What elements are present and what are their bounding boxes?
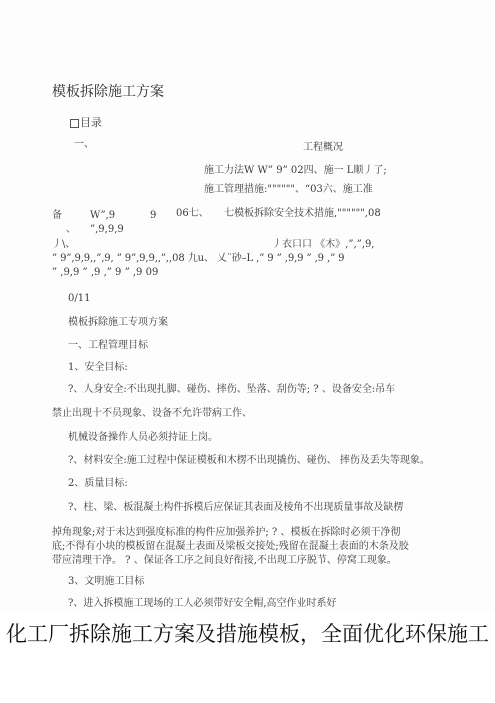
toc-line: 丿衣口口 《木》,”,”,9, [272,239,375,250]
toc-line: 06七、 [176,208,209,219]
toc-line: 施工管理措施:""""""、“03六、施工准 [204,184,373,195]
body-line: 掉角现象;对于未达到强度标准的构件应加强养护; ? 、模板在拆除时必须干净彻 [52,527,401,538]
body-line: 带应清理干净。 ? 、保证各工序之间良好衔接,不出现工序脱节、停窝工现象。 [52,555,397,566]
toc-line: 施工力法W W” 9” 02四、施一 L顺丿了; [204,165,387,176]
page-number: 0/11 [68,293,91,304]
subsection-heading: 3、文明施工目标 [68,576,145,587]
body-line: ?、进入拆模施工现场的工人必须带好安全帽,高空作业时系好 [68,598,337,609]
body-line: 禁止出现十不员现象、设备不允许带病工作、 [52,408,252,419]
toc-line: W”,9 [90,210,116,221]
toc-line: ” 9”,9,9,,”,9, ” 9”,9,9,,”,,08 九u、 乂¨砂–L ,” 9 ” ,9,9 ” ,9 ,” 9 [52,253,345,264]
body-line: ?、柱、梁、板混凝土构件拆模后应保证其表面及棱角不出现质量事故及缺楞 [68,502,404,513]
checkbox-icon [70,119,79,128]
toc-line: 一、 [74,139,94,150]
toc-line: ”,9,9,9 [90,224,124,235]
document-title: 模板拆除施工方案 [52,84,164,100]
image-caption: 化工厂拆除施工方案及措施模板，全面优化环保施工 [6,622,489,646]
toc-line: 七模板拆除安全技术措施,"""""",08 [224,208,381,219]
toc-line: 9 [150,210,157,221]
section-title: 模板拆除施工专项方案 [68,317,168,328]
toc-line: 备 [52,210,62,221]
toc-line: 丿\、 [52,239,76,250]
subsection-heading: 1、安全目标: [68,362,128,373]
body-line: 底;不得有小块的模板留在混凝土表面及梁板交接处;残留在混凝土表面的木条及胶 [52,541,409,552]
section-heading: 一、工程管理目标 [68,340,148,351]
toc-line: 工程概况 [303,142,343,153]
toc-line: 、 [66,224,76,235]
body-line: ?、材料安全:施工过程中保证模板和木楞不出现撬伤、碰伤、 摔伤及丢失等现象。 [68,455,430,466]
subsection-heading: 2、质量目标: [68,478,128,489]
toc-line: ” ,9,9 ” ,9 ,” 9 ” ,9 09 [52,267,159,278]
toc-heading-text: 目录 [80,116,102,129]
body-line: ?、人身安全:不出现扎脚、碰伤、摔伤、坠落、刮伤等; ? 、设备安全:吊车 [68,384,396,395]
body-line: 机械设备操作人员必须持证上岗。 [68,432,218,443]
toc-heading [70,117,102,129]
